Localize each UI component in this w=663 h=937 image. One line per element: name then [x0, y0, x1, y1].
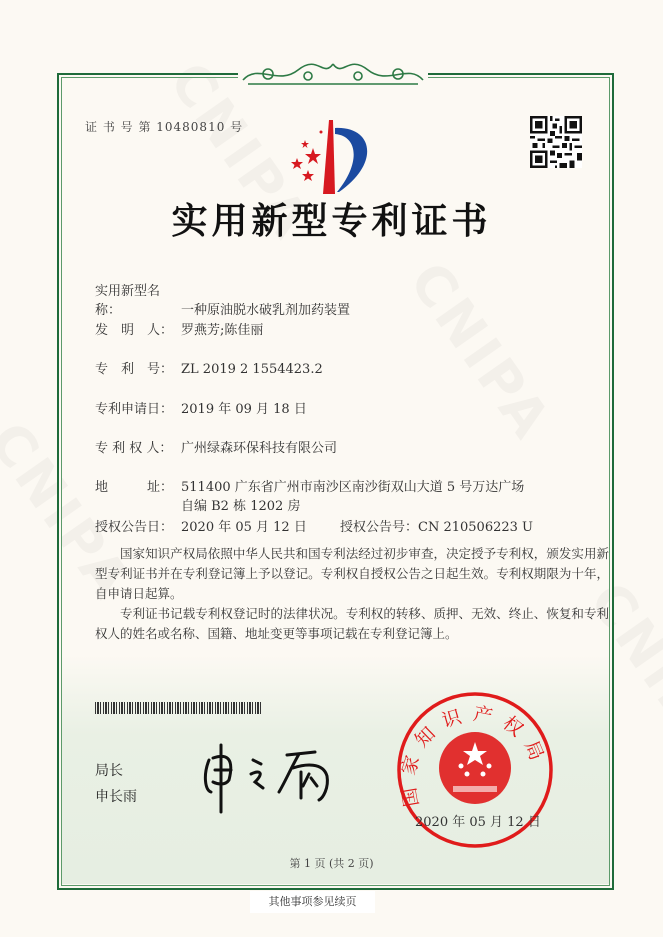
field-patentee: 专 利 权 人： 广州绿森环保科技有限公司 — [95, 441, 338, 456]
barcode — [95, 702, 261, 714]
field-patent-number: 专 利 号： ZL 2019 2 1554423.2 — [95, 362, 323, 377]
cnipa-logo — [283, 118, 383, 198]
continued-note: 其他事项参见续页 — [250, 891, 375, 913]
field-inventors: 发 明 人： 罗燕芳;陈佳丽 — [95, 323, 264, 338]
certificate-number: 证 书 号 第 10480810 号 — [85, 120, 244, 134]
seal-date: 2020 年 05 月 12 日 — [415, 815, 541, 830]
field-grant-date: 授权公告日： 2020 年 05 月 12 日 — [95, 520, 307, 535]
qr-code — [530, 116, 582, 168]
field-utility-model-name: 实用新型名称： 一种原油脱水破乳剂加药装置 — [95, 284, 351, 318]
statement-text: 国家知识产权局依照中华人民共和国专利法经过初步审查，决定授予专利权，颁发实用新型专利证书并在专利登记簿上予以登记。专利权自授权公告之日起生效。专利权期限为十年，自申请日起算。 专利证书记载专利权登记时的法律状况。专利权的转移、质押、无效、终止、恢复和专利权人的姓名或名称、国籍、地址变更等事项记载在专利登记簿上。 — [95, 546, 609, 641]
field-grant-pub-number: 授权公告号：CN 210506223 U — [340, 520, 533, 535]
document-title: 实用新型专利证书 — [171, 200, 492, 242]
director-title: 局长 — [95, 763, 123, 779]
page-number: 第 1 页 (共 2 页) — [289, 857, 374, 870]
field-address: 地 址： 511400 广东省广州市南沙区南沙街双山大道 5 号万达广场 自编 B2 栋 1202 房 — [95, 480, 525, 514]
signature — [195, 740, 345, 815]
ornament-icon — [238, 58, 428, 88]
svg-text:国家知识产权局: 国家知识产权局 — [396, 702, 552, 809]
director-name: 申长雨 — [95, 789, 137, 805]
field-application-date: 专利申请日： 2019 年 09 月 18 日 — [95, 402, 307, 417]
